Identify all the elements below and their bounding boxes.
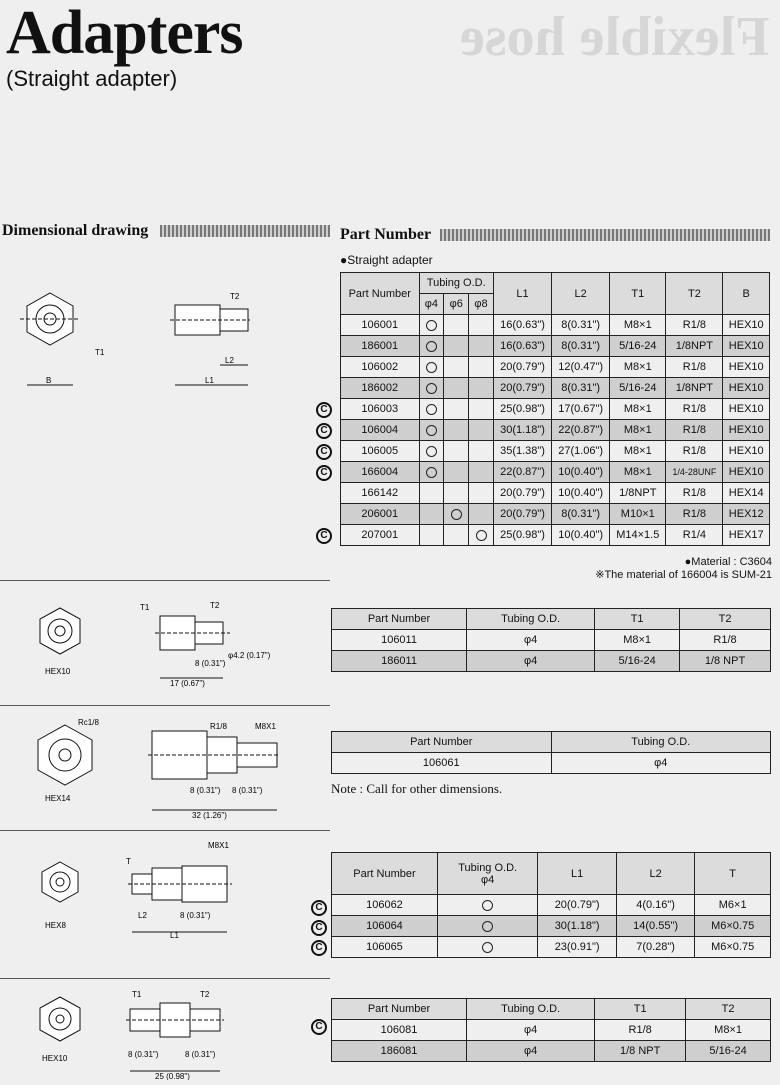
table-row bbox=[341, 504, 770, 525]
cell-tubing-t8 bbox=[469, 525, 494, 546]
drawing-label: T1 bbox=[132, 990, 142, 999]
cell-t1: 5/16-24 bbox=[610, 336, 666, 357]
cell-part-number: 106001 bbox=[341, 315, 420, 336]
available-circle-icon bbox=[451, 509, 462, 520]
cell-l2: 8(0.31") bbox=[552, 315, 610, 336]
col-part-number: Part Number bbox=[332, 999, 467, 1020]
c-mark: C bbox=[316, 465, 332, 481]
cell-l1: 25(0.98") bbox=[493, 525, 551, 546]
cell-t2: 1/8 NPT bbox=[680, 651, 771, 672]
section-divider bbox=[0, 830, 330, 831]
drawing-label: L2 bbox=[138, 911, 147, 920]
cell-tubing-t6 bbox=[444, 399, 469, 420]
table-row bbox=[341, 315, 770, 336]
col-part-number: Part Number bbox=[332, 732, 552, 753]
cell-tubing-t6 bbox=[444, 504, 469, 525]
straight-adapter-table bbox=[340, 272, 770, 546]
cell-b: HEX10 bbox=[723, 441, 770, 462]
straight-adapter-label: ●Straight adapter bbox=[340, 253, 433, 267]
drawing-label: L1 bbox=[205, 376, 214, 385]
table-row bbox=[341, 525, 770, 546]
cell-tubing-t4 bbox=[419, 483, 444, 504]
cell-t1: 1/8NPT bbox=[610, 483, 666, 504]
cell-l2: 27(1.06") bbox=[552, 441, 610, 462]
drawing-label: 8 (0.31") bbox=[185, 1050, 216, 1059]
cell-tubing-t8 bbox=[469, 420, 494, 441]
col-tubing-od-label: Tubing O.D. bbox=[458, 861, 518, 874]
c-mark: C bbox=[311, 1019, 327, 1035]
section-divider bbox=[0, 705, 330, 706]
cell-part-number: 207001 bbox=[341, 525, 420, 546]
cell-pn: 186011 bbox=[332, 651, 467, 672]
table-row bbox=[341, 378, 770, 399]
cell-od: φ4 bbox=[551, 753, 771, 774]
cell-t2: R1/8 bbox=[666, 357, 723, 378]
table-row bbox=[332, 1041, 771, 1062]
cell-tubing-t8 bbox=[469, 504, 494, 525]
cell-t: M6×1 bbox=[695, 895, 771, 916]
drawing-label: L1 bbox=[170, 931, 179, 940]
cell-tubing-t6 bbox=[444, 483, 469, 504]
col-tubing-od: Tubing O.D. bbox=[419, 273, 493, 294]
col-l2: L2 bbox=[552, 273, 610, 315]
cell-l1: 20(0.79") bbox=[493, 483, 551, 504]
drawing-label: M8X1 bbox=[255, 722, 276, 731]
drawing-label: R1/8 bbox=[210, 722, 227, 731]
drawing-label: 8 (0.31") bbox=[195, 659, 226, 668]
col-tubing-od: Tubing O.D. bbox=[467, 999, 595, 1020]
drawing-label: 25 (0.98") bbox=[155, 1072, 190, 1080]
cell-part-number: 106003 bbox=[341, 399, 420, 420]
c-mark: C bbox=[316, 528, 332, 544]
cell-b: HEX10 bbox=[723, 420, 770, 441]
c-mark: C bbox=[316, 423, 332, 439]
col-t: T bbox=[695, 853, 771, 895]
cell-tubing-t6 bbox=[444, 357, 469, 378]
table-row bbox=[332, 1020, 771, 1041]
cell-l2: 12(0.47") bbox=[552, 357, 610, 378]
cell-b: HEX10 bbox=[723, 315, 770, 336]
cell-l1: 30(1.18") bbox=[493, 420, 551, 441]
table-row bbox=[341, 357, 770, 378]
drawing-label: T1 bbox=[95, 348, 105, 357]
cell-t1: R1/8 bbox=[595, 1020, 686, 1041]
cell-tubing-t4 bbox=[419, 462, 444, 483]
cell-tubing-t6 bbox=[444, 378, 469, 399]
table-2 bbox=[331, 608, 771, 672]
cell-t1: M14×1.5 bbox=[610, 525, 666, 546]
material-note-2: ※The material of 166004 is SUM-21 bbox=[595, 569, 772, 581]
cell-l1: 20(0.79") bbox=[493, 378, 551, 399]
available-circle-icon bbox=[482, 900, 493, 911]
cell-tubing-t8 bbox=[469, 315, 494, 336]
drawing-label: 32 (1.26") bbox=[192, 811, 227, 820]
c-mark: C bbox=[311, 900, 327, 916]
cell-tubing-t8 bbox=[469, 462, 494, 483]
available-circle-icon bbox=[426, 467, 437, 478]
cell-od: φ4 bbox=[467, 1041, 595, 1062]
drawing-label: 17 (0.67") bbox=[170, 679, 205, 688]
drawing-label: HEX10 bbox=[42, 1054, 68, 1063]
drawing-label: HEX10 bbox=[45, 667, 71, 676]
cell-part-number: 106002 bbox=[341, 357, 420, 378]
col-t1: T1 bbox=[595, 999, 686, 1020]
cell-tubing-t6 bbox=[444, 315, 469, 336]
cell-t2: 5/16-24 bbox=[686, 1041, 771, 1062]
cell-pn: 106062 bbox=[332, 895, 438, 916]
drawing-adapter-2 bbox=[20, 598, 280, 688]
col-phi6: φ6 bbox=[444, 294, 469, 315]
table-3 bbox=[331, 731, 771, 774]
cell-t1: M8×1 bbox=[610, 420, 666, 441]
cell-t1: 1/8 NPT bbox=[595, 1041, 686, 1062]
cell-b: HEX14 bbox=[723, 483, 770, 504]
cell-b: HEX12 bbox=[723, 504, 770, 525]
available-circle-icon bbox=[426, 425, 437, 436]
cell-t2: R1/8 bbox=[666, 399, 723, 420]
cell-t2: M8×1 bbox=[686, 1020, 771, 1041]
available-circle-icon bbox=[426, 383, 437, 394]
cell-l2: 7(0.28") bbox=[616, 937, 694, 958]
cell-pn: 106081 bbox=[332, 1020, 467, 1041]
available-circle-icon bbox=[426, 362, 437, 373]
table-row bbox=[341, 399, 770, 420]
drawing-label: 8 (0.31") bbox=[128, 1050, 159, 1059]
cell-l1: 20(0.79") bbox=[493, 504, 551, 525]
cell-part-number: 186001 bbox=[341, 336, 420, 357]
cell-l1: 35(1.38") bbox=[493, 441, 551, 462]
cell-tubing-t4 bbox=[419, 525, 444, 546]
available-circle-icon bbox=[426, 404, 437, 415]
available-circle-icon bbox=[426, 320, 437, 331]
cell-t1: M8×1 bbox=[610, 441, 666, 462]
table-4 bbox=[331, 852, 771, 958]
cell-t1: M8×1 bbox=[610, 462, 666, 483]
cell-od: φ4 bbox=[467, 1020, 595, 1041]
drawing-adapter-5 bbox=[20, 985, 280, 1080]
available-circle-icon bbox=[476, 530, 487, 541]
c-mark: C bbox=[316, 444, 332, 460]
bleed-through-text: Flexible hose bbox=[460, 6, 770, 68]
call-note: Note : Call for other dimensions. bbox=[331, 781, 503, 796]
col-t1: T1 bbox=[610, 273, 666, 315]
cell-t2: R1/8 bbox=[666, 315, 723, 336]
cell-t: M6×0.75 bbox=[695, 937, 771, 958]
table-row bbox=[341, 462, 770, 483]
drawing-label: T2 bbox=[200, 990, 210, 999]
col-t2: T2 bbox=[666, 273, 723, 315]
drawing-adapter-4 bbox=[20, 840, 280, 940]
cell-t: M6×0.75 bbox=[695, 916, 771, 937]
cell-t2: 1/4-28UNF bbox=[666, 462, 723, 483]
cell-tubing-t4 bbox=[419, 336, 444, 357]
col-tubing-od: Tubing O.D. bbox=[551, 732, 771, 753]
cell-t1: 5/16-24 bbox=[595, 651, 680, 672]
col-t2: T2 bbox=[686, 999, 771, 1020]
cell-l1: 22(0.87") bbox=[493, 462, 551, 483]
cell-l2: 8(0.31") bbox=[552, 378, 610, 399]
cell-tubing-t4 bbox=[419, 357, 444, 378]
drawing-label: T2 bbox=[230, 292, 240, 301]
available-circle-icon bbox=[482, 942, 493, 953]
col-tubing-od: Tubing O.D. bbox=[467, 609, 595, 630]
drawing-label: T2 bbox=[210, 601, 220, 610]
cell-part-number: 106004 bbox=[341, 420, 420, 441]
cell-tubing-t8 bbox=[469, 441, 494, 462]
cell-l1: 16(0.63") bbox=[493, 315, 551, 336]
cell-tubing-t8 bbox=[469, 378, 494, 399]
table-row bbox=[332, 753, 771, 774]
cell-b: HEX10 bbox=[723, 357, 770, 378]
cell-pn: 106061 bbox=[332, 753, 552, 774]
col-phi8: φ8 bbox=[469, 294, 494, 315]
cell-tubing-t6 bbox=[444, 525, 469, 546]
section-divider bbox=[0, 580, 330, 581]
table-row bbox=[332, 916, 771, 937]
c-mark: C bbox=[311, 920, 327, 936]
table-row bbox=[332, 937, 771, 958]
col-part-number: Part Number bbox=[332, 609, 467, 630]
cell-t2: 1/8NPT bbox=[666, 336, 723, 357]
cell-t2: 1/8NPT bbox=[666, 378, 723, 399]
cell-l1: 20(0.79") bbox=[538, 895, 616, 916]
cell-l1: 25(0.98") bbox=[493, 399, 551, 420]
c-mark: C bbox=[316, 402, 332, 418]
drawing-straight-adapter bbox=[20, 285, 250, 395]
heading-hatch-bar bbox=[160, 225, 330, 237]
col-t2: T2 bbox=[680, 609, 771, 630]
cell-l2: 17(0.67") bbox=[552, 399, 610, 420]
cell-tubing bbox=[437, 895, 537, 916]
cell-t2: R1/8 bbox=[666, 483, 723, 504]
part-number-heading: Part Number bbox=[340, 226, 432, 243]
drawing-label: 8 (0.31") bbox=[190, 786, 221, 795]
cell-od: φ4 bbox=[467, 651, 595, 672]
table-5 bbox=[331, 998, 771, 1062]
cell-b: HEX17 bbox=[723, 525, 770, 546]
cell-b: HEX10 bbox=[723, 462, 770, 483]
cell-t1: M8×1 bbox=[595, 630, 680, 651]
cell-t2: R1/8 bbox=[666, 420, 723, 441]
cell-b: HEX10 bbox=[723, 378, 770, 399]
col-l1: L1 bbox=[538, 853, 616, 895]
cell-tubing-t6 bbox=[444, 441, 469, 462]
cell-t1: M8×1 bbox=[610, 315, 666, 336]
col-tubing-od bbox=[437, 853, 537, 895]
cell-pn: 106064 bbox=[332, 916, 438, 937]
cell-tubing-t4 bbox=[419, 504, 444, 525]
col-l1: L1 bbox=[493, 273, 551, 315]
cell-t1: M8×1 bbox=[610, 399, 666, 420]
cell-part-number: 106005 bbox=[341, 441, 420, 462]
c-mark: C bbox=[311, 940, 327, 956]
drawing-label: HEX14 bbox=[45, 794, 71, 803]
col-phi4: φ4 bbox=[481, 873, 495, 886]
cell-l1: 30(1.18") bbox=[538, 916, 616, 937]
cell-t1: M10×1 bbox=[610, 504, 666, 525]
drawing-label: T1 bbox=[140, 603, 150, 612]
col-phi4: φ4 bbox=[419, 294, 444, 315]
cell-l2: 10(0.40") bbox=[552, 483, 610, 504]
cell-l1: 23(0.91") bbox=[538, 937, 616, 958]
drawing-label: HEX8 bbox=[45, 921, 66, 930]
cell-tubing-t8 bbox=[469, 399, 494, 420]
cell-l2: 10(0.40") bbox=[552, 462, 610, 483]
page-subtitle: (Straight adapter) bbox=[6, 66, 178, 91]
drawing-label: 8 (0.31") bbox=[232, 786, 263, 795]
cell-pn: 106065 bbox=[332, 937, 438, 958]
cell-od: φ4 bbox=[467, 630, 595, 651]
cell-tubing-t4 bbox=[419, 420, 444, 441]
dimensional-drawing-heading: Dimensional drawing bbox=[2, 222, 149, 239]
cell-l2: 14(0.55") bbox=[616, 916, 694, 937]
table-row bbox=[341, 336, 770, 357]
cell-l2: 10(0.40") bbox=[552, 525, 610, 546]
cell-tubing-t8 bbox=[469, 336, 494, 357]
cell-l2: 4(0.16") bbox=[616, 895, 694, 916]
section-divider bbox=[0, 978, 330, 979]
table-row bbox=[341, 483, 770, 504]
drawing-label: M8X1 bbox=[208, 841, 229, 850]
cell-b: HEX10 bbox=[723, 336, 770, 357]
drawing-label: 8 (0.31") bbox=[180, 911, 211, 920]
col-l2: L2 bbox=[616, 853, 694, 895]
available-circle-icon bbox=[426, 341, 437, 352]
drawing-label: B bbox=[46, 376, 52, 385]
col-part-number: Part Number bbox=[332, 853, 438, 895]
cell-t2: R1/8 bbox=[666, 504, 723, 525]
cell-part-number: 166142 bbox=[341, 483, 420, 504]
cell-l1: 16(0.63") bbox=[493, 336, 551, 357]
cell-tubing-t4 bbox=[419, 315, 444, 336]
drawing-label: Rc1/8 bbox=[78, 718, 99, 727]
cell-l2: 22(0.87") bbox=[552, 420, 610, 441]
drawing-label: φ4.2 (0.17") bbox=[228, 651, 271, 660]
cell-tubing-t4 bbox=[419, 441, 444, 462]
cell-tubing-t8 bbox=[469, 357, 494, 378]
col-part-number: Part Number bbox=[341, 273, 420, 315]
drawing-label: L2 bbox=[225, 356, 234, 365]
cell-l2: 8(0.31") bbox=[552, 504, 610, 525]
col-t1: T1 bbox=[595, 609, 680, 630]
cell-pn: 106011 bbox=[332, 630, 467, 651]
cell-tubing-t4 bbox=[419, 399, 444, 420]
cell-pn: 186081 bbox=[332, 1041, 467, 1062]
cell-t2: R1/8 bbox=[680, 630, 771, 651]
cell-part-number: 186002 bbox=[341, 378, 420, 399]
cell-t2: R1/4 bbox=[666, 525, 723, 546]
cell-tubing-t4 bbox=[419, 378, 444, 399]
cell-tubing-t8 bbox=[469, 483, 494, 504]
cell-l2: 8(0.31") bbox=[552, 336, 610, 357]
cell-tubing bbox=[437, 937, 537, 958]
page-title: Adapters bbox=[6, 0, 243, 67]
cell-l1: 20(0.79") bbox=[493, 357, 551, 378]
cell-tubing-t6 bbox=[444, 462, 469, 483]
material-note: ●Material : C3604 bbox=[684, 556, 772, 568]
table-row bbox=[332, 651, 771, 672]
cell-t1: M8×1 bbox=[610, 357, 666, 378]
cell-part-number: 206001 bbox=[341, 504, 420, 525]
col-b: B bbox=[723, 273, 770, 315]
drawing-label: T bbox=[126, 857, 131, 866]
cell-tubing-t6 bbox=[444, 336, 469, 357]
cell-t1: 5/16-24 bbox=[610, 378, 666, 399]
cell-part-number: 166004 bbox=[341, 462, 420, 483]
cell-tubing bbox=[437, 916, 537, 937]
available-circle-icon bbox=[426, 446, 437, 457]
table-row bbox=[341, 441, 770, 462]
table-row bbox=[332, 630, 771, 651]
cell-tubing-t6 bbox=[444, 420, 469, 441]
available-circle-icon bbox=[482, 921, 493, 932]
drawing-adapter-3 bbox=[20, 715, 290, 820]
table-row bbox=[341, 420, 770, 441]
cell-b: HEX10 bbox=[723, 399, 770, 420]
heading-hatch-bar bbox=[440, 229, 770, 241]
table-row bbox=[332, 895, 771, 916]
cell-t2: R1/8 bbox=[666, 441, 723, 462]
